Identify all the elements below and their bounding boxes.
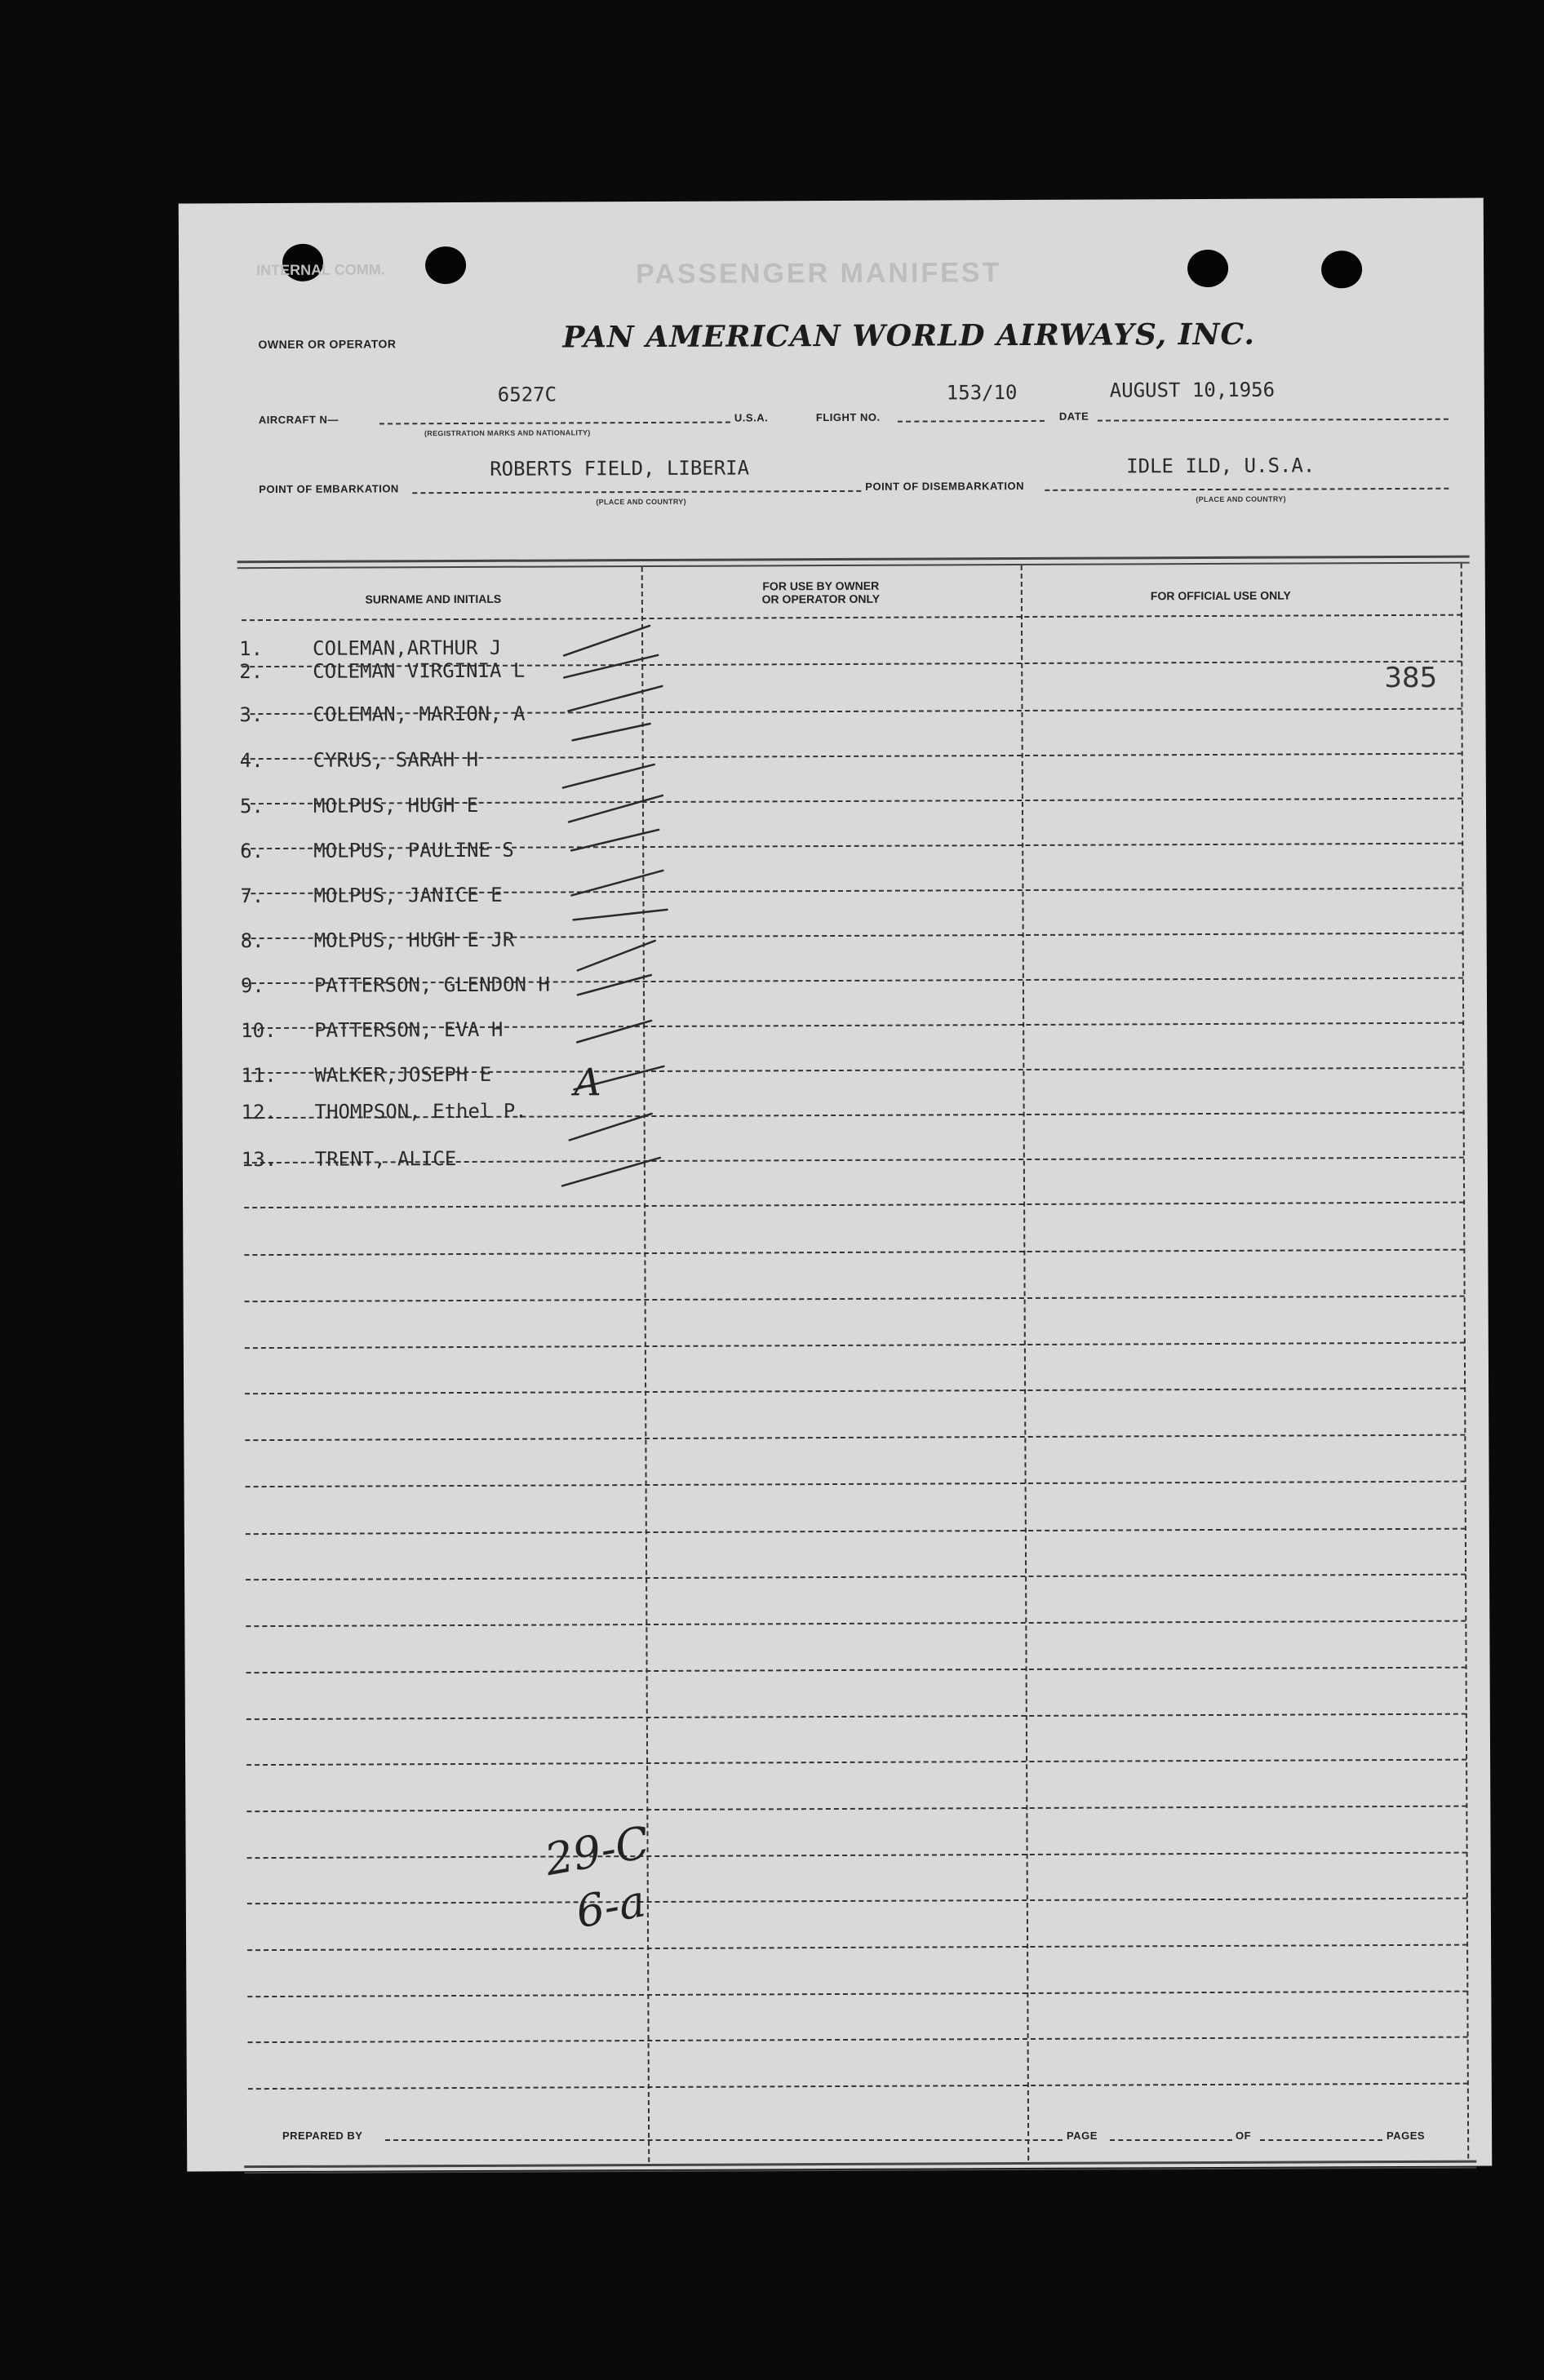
passenger-list: 1. COLEMAN,ARTHUR J 2. COLEMAN VIRGINIA L 3. COLEMAN, MARION, A 4. CYRUS, SARAH H 5. MOLPUS, HUGH E 6. MOLPUS, PAULINE S 7. MOLPUS, JANICE E 8. MOLPUS, HUGH E JR 9. PATTERSON, GLENDON H 10. PATTERSON, EVA H 11. WALKER,JOSEPH E 12. THOMPSON, Ethel P. 13. TRENT, ALICE <box>239 636 550 1172</box>
owner-name: PAN AMERICAN WORLD AIRWAYS, INC. <box>562 317 1256 355</box>
owner-label: OWNER OR OPERATOR <box>258 337 397 352</box>
check-marks <box>179 198 1493 2172</box>
usa-label: U.S.A. <box>734 411 769 424</box>
column-header-surname: SURNAME AND INITIALS <box>365 592 502 606</box>
column-header-owner-use: FOR USE BY OWNER OR OPERATOR ONLY <box>761 578 881 606</box>
handwritten-note: 29-C <box>540 1816 654 1886</box>
manifest-sheet <box>179 198 1493 2172</box>
of-line <box>1260 2139 1382 2141</box>
prepared-label: PREPARED BY <box>282 2130 363 2142</box>
page-line <box>1110 2139 1232 2141</box>
flight-label: FLIGHT NO. <box>815 410 881 424</box>
flight-value: 153/10 <box>946 381 1018 405</box>
form-title: PASSENGER MANIFEST <box>636 257 1002 290</box>
prepared-line <box>385 2139 1063 2141</box>
page-label: PAGE <box>1067 2130 1098 2142</box>
date-value: AUGUST 10,1956 <box>1109 378 1276 402</box>
handwritten-mark: A <box>574 1060 601 1105</box>
date-label: DATE <box>1058 410 1089 423</box>
aircraft-value: 6527C <box>497 383 557 406</box>
faint-header-left: INTERNAL COMM. <box>256 261 385 279</box>
embark-label: POINT OF EMBARKATION <box>259 482 399 496</box>
pages-label: PAGES <box>1386 2130 1426 2142</box>
of-label: OF <box>1236 2130 1252 2142</box>
official-note: 385 <box>1384 661 1438 695</box>
registration-caption: (REGISTRATION MARKS AND NATIONALITY) <box>424 428 591 438</box>
embark-caption: (PLACE AND COUNTRY) <box>596 497 686 507</box>
disembark-caption: (PLACE AND COUNTRY) <box>1196 494 1286 504</box>
aircraft-label: AIRCRAFT N— <box>258 413 339 427</box>
embark-value: ROBERTS FIELD, LIBERIA <box>490 456 750 481</box>
disembark-label: POINT OF DISEMBARKATION <box>865 479 1025 493</box>
column-header-official-use: FOR OFFICIAL USE ONLY <box>1150 588 1291 603</box>
disembark-value: IDLE ILD, U.S.A. <box>1126 454 1316 478</box>
handwritten-note: 6-a <box>571 1875 650 1939</box>
